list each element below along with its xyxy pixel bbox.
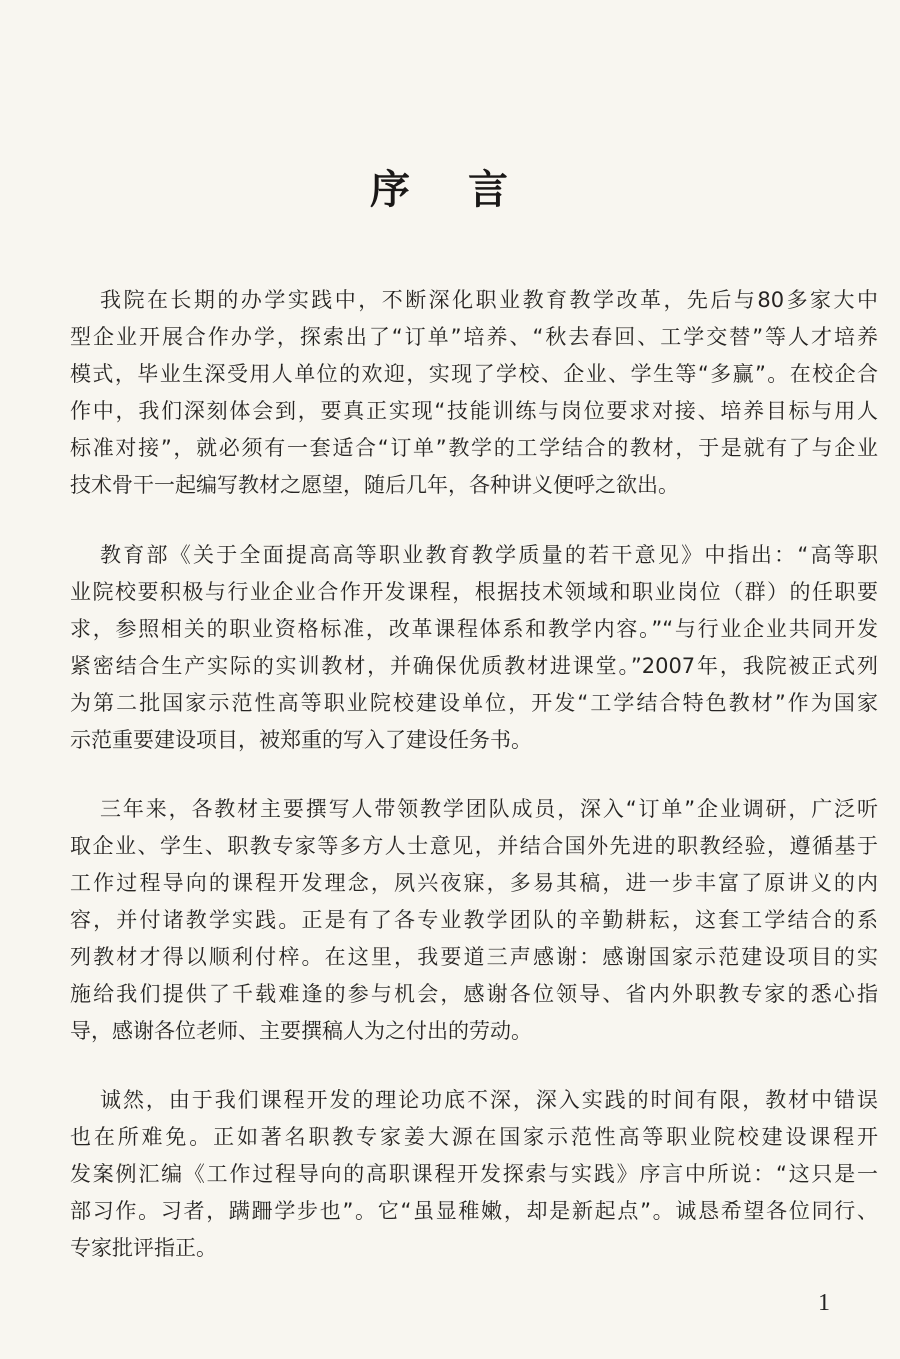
- text-line: 作中，我们深刻体会到，要真正实现“技能训练与岗位要求对接、培养目标与用人: [70, 399, 878, 423]
- page-number: 1: [818, 1290, 830, 1316]
- text-line: 标准对接”，就必须有一套适合“订单”教学的工学结合的教材，于是就有了与企业: [70, 436, 878, 460]
- text-line: 也在所难免。正如著名职教专家姜大源在国家示范性高等职业院校建设课程开: [70, 1125, 878, 1149]
- text-line: 紧密结合生产实际的实训教材，并确保优质教材进课堂。”2007年，我院被正式列: [70, 654, 878, 678]
- text-line: 工作过程导向的课程开发理念，夙兴夜寐，多易其稿，进一步丰富了原讲义的内: [70, 871, 878, 895]
- text-line: 为第二批国家示范性高等职业院校建设单位，开发“工学结合特色教材”作为国家: [70, 691, 878, 715]
- text-line: 取企业、学生、职教专家等多方人士意见，并结合国外先进的职教经验，遵循基于: [70, 834, 878, 858]
- text-line: 业院校要积极与行业企业合作开发课程，根据技术领域和职业岗位（群）的任职要: [70, 580, 878, 604]
- text-line: 诚然，由于我们课程开发的理论功底不深，深入实践的时间有限，教材中错误: [100, 1088, 878, 1112]
- text-line: 技术骨干一起编写教材之愿望，随后几年，各种讲义便呼之欲出。: [70, 473, 679, 497]
- text-line: 求，参照相关的职业资格标准，改革课程体系和教学内容。”“与行业企业共同开发: [70, 617, 878, 641]
- text-line: 部习作。习者，蹒跚学步也”。它“虽显稚嫩，却是新起点”。诚恳希望各位同行、: [70, 1199, 878, 1223]
- text-line: 列教材才得以顺利付梓。在这里，我要道三声感谢：感谢国家示范建设项目的实: [70, 945, 878, 969]
- paragraph-2: [70, 537, 878, 759]
- text-line: 施给我们提供了千载难逢的参与机会，感谢各位领导、省内外职教专家的悉心指: [70, 982, 878, 1006]
- text-line: 教育部《关于全面提高高等职业教育教学质量的若干意见》中指出：“高等职: [100, 543, 878, 567]
- paragraph-1: [70, 282, 878, 504]
- text-line: 发案例汇编《工作过程导向的高职课程开发探索与实践》序言中所说：“这只是一: [70, 1162, 878, 1186]
- paragraph-4: [70, 1082, 878, 1267]
- text-line: 示范重要建设项目，被郑重的写入了建设任务书。: [70, 728, 532, 752]
- text-line: 型企业开展合作办学，探索出了“订单”培养、“秋去春回、工学交替”等人才培养: [70, 325, 878, 349]
- text-line: 专家批评指正。: [70, 1236, 217, 1260]
- text-line: 模式，毕业生深受用人单位的欢迎，实现了学校、企业、学生等“多赢”。在校企合: [70, 362, 878, 386]
- text-line: 导，感谢各位老师、主要撰稿人为之付出的劳动。: [70, 1019, 532, 1043]
- page-title: 序 言: [370, 167, 530, 213]
- text-line: 我院在长期的办学实践中，不断深化职业教育教学改革，先后与80多家大中: [100, 288, 878, 312]
- text-line: 三年来，各教材主要撰写人带领教学团队成员，深入“订单”企业调研，广泛听: [100, 797, 878, 821]
- paragraph-3: [70, 791, 878, 1050]
- text-line: 容，并付诸教学实践。正是有了各专业教学团队的辛勤耕耘，这套工学结合的系: [70, 908, 878, 932]
